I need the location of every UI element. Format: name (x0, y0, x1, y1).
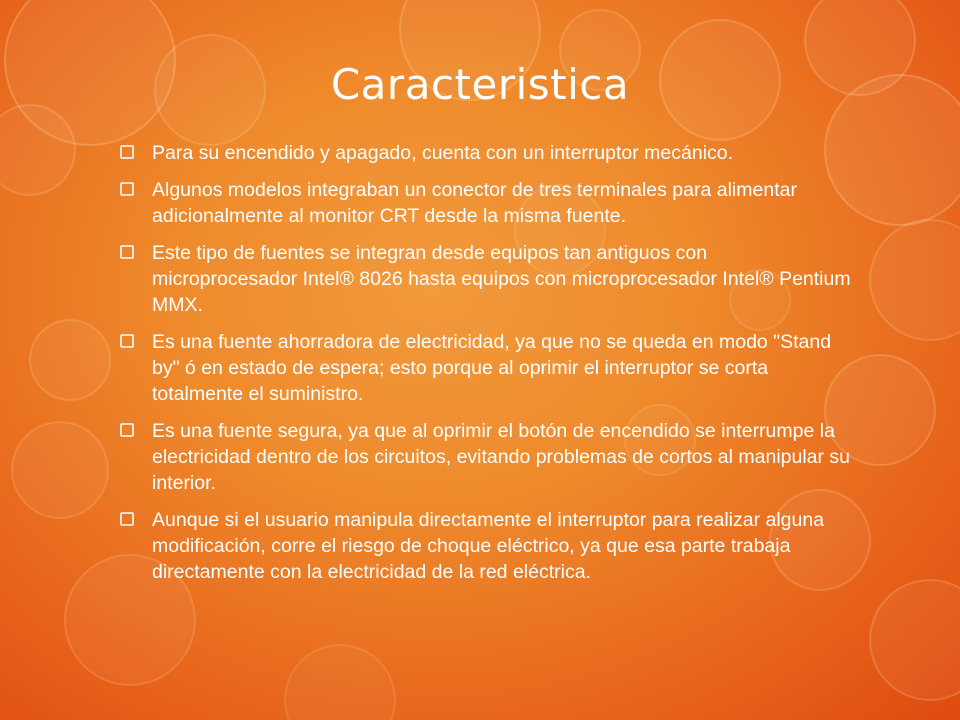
hollow-square-bullet-icon (118, 143, 136, 161)
bullet-text: Este tipo de fuentes se integran desde equipos tan antiguos con microprocesador Intel® 8026 hasta equipos con microprocesador Intel® Pentium MMX. (152, 242, 851, 316)
bullet-text: Algunos modelos integraban un conector de tres terminales para alimentar adicionalmente al monitor CRT desde la misma fuente. (152, 179, 797, 227)
list-item (118, 418, 853, 496)
bullet-text: Aunque si el usuario manipula directamente el interruptor para realizar alguna modificación, corre el riesgo de choque eléctrico, ya que esa parte trabaja directamente con la electricidad de la red eléctrica. (152, 509, 825, 583)
hollow-square-bullet-icon (118, 180, 136, 198)
bullet-text: Es una fuente ahorradora de electricidad, ya que no se queda en modo "Stand by" ó en estado de espera; esto porque al oprimir el interruptor se corta totalmente el suministro. (152, 331, 832, 405)
bullet-text: Para su encendido y apagado, cuenta con un interruptor mecánico. (152, 142, 734, 164)
list-item (118, 507, 853, 585)
list-item (118, 177, 853, 229)
hollow-square-bullet-icon (118, 421, 136, 439)
hollow-square-bullet-icon (118, 510, 136, 528)
hollow-square-bullet-icon (118, 243, 136, 261)
bullet-text: Es una fuente segura, ya que al oprimir el botón de encendido se interrumpe la electricidad dentro de los circuitos, evitando problemas de cortos al manipular su interior. (152, 420, 851, 494)
list-item (118, 240, 853, 318)
hollow-square-bullet-icon (118, 332, 136, 350)
list-item (118, 140, 853, 166)
bullet-list (118, 140, 853, 596)
list-item (118, 329, 853, 407)
slide-title: Caracteristica (330, 60, 630, 109)
